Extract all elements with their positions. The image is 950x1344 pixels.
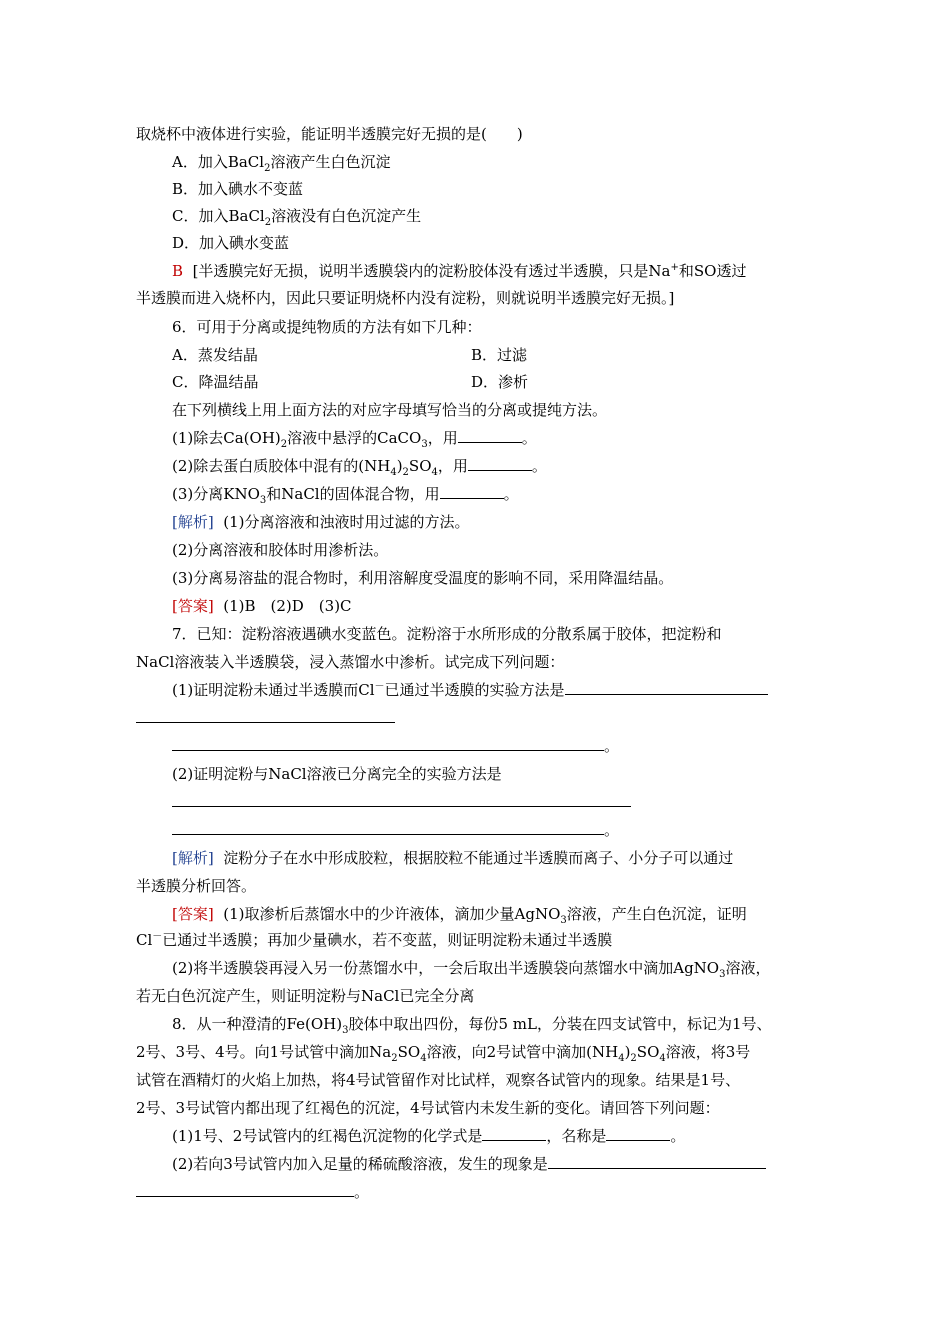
q7-stem1: 7．已知：淀粉溶液遇碘水变蓝色。淀粉溶于水所形成的分散系属于胶体，把淀粉和 <box>172 625 722 643</box>
blank-field[interactable] <box>172 820 604 835</box>
q6-sub2: (2)除去蛋白质胶体中混有的$(NH_4)_2SO_4$，用 。 <box>172 457 547 478</box>
q8-part2: (2)若向3号试管内加入足量的稀硫酸溶液，发生的现象是 <box>172 1153 766 1175</box>
analysis-tag: [解析] <box>172 513 214 531</box>
q5-answer-line2: 半透膜而进入烧杯内，因此只要证明烧杯内没有淀粉，则就说明半透膜完好无损。] <box>136 289 675 307</box>
blank-field[interactable] <box>136 1182 354 1197</box>
q5-answer-letter: B <box>172 262 184 280</box>
blank-field[interactable] <box>482 1126 546 1141</box>
q6-sub1: (1)除去$Ca(OH)_2$溶液中悬浮的CaCO$_3$，用 。 <box>172 429 537 450</box>
q8-line3: 试管在酒精灯的火焰上加热，将4号试管留作对比试样，观察各试管内的现象。结果是1号、 <box>136 1071 741 1089</box>
analysis-tag: [解析] <box>172 849 214 867</box>
q7-answer2: Cl－已通过半透膜；再加少量碘水，若不变蓝，则证明淀粉未通过半透膜 <box>136 931 613 949</box>
q7-part1: (1)证明淀粉未通过半透膜而Cl－已通过半透膜的实验方法是 <box>172 679 768 701</box>
blank-field[interactable] <box>136 708 395 723</box>
q5-option-b: B．加入碘水不变蓝 <box>172 180 304 198</box>
q6-instruction: 在下列横线上用上面方法的对应字母填写恰当的分离或提纯方法。 <box>172 401 608 419</box>
blank-field[interactable] <box>565 680 768 695</box>
q6-answer: [答案] (1)B (2)D (3)C <box>172 597 352 615</box>
q7-part2: (2)证明淀粉与NaCl溶液已分离完全的实验方法是 <box>172 765 502 783</box>
q8-part1: (1)1号、2号试管内的红褐色沉淀物的化学式是 ，名称是 。 <box>172 1127 686 1145</box>
answer-tag: [答案] <box>172 597 214 615</box>
q7-part2-blank1 <box>172 791 631 813</box>
q8-line1: 8．从一种澄清的$Fe(OH)_3$胶体中取出四份，每份5 mL，分装在四支试管中，标记为1号、 <box>172 1015 772 1036</box>
blank-field[interactable] <box>606 1126 670 1141</box>
blank-field[interactable] <box>468 456 532 471</box>
q5-option-a: A．加入BaCl$_2$溶液产生白色沉淀 <box>172 153 391 174</box>
q7-analysis2: 半透膜分析回答。 <box>136 877 257 895</box>
q7-answer3: (2)将半透膜袋再浸入另一份蒸馏水中，一会后取出半透膜袋向蒸馏水中滴加AgNO$_3$溶液， <box>172 959 771 980</box>
q7-analysis1: [解析] 淀粉分子在水中形成胶粒，根据胶粒不能通过半透膜而离子、小分子可以通过 <box>172 849 734 867</box>
q6-analysis1: [解析] (1)分离溶液和浊液时用过滤的方法。 <box>172 513 470 531</box>
blank-field[interactable] <box>172 792 631 807</box>
q5-option-c: C．加入BaCl$_2$溶液没有白色沉淀产生 <box>172 207 422 228</box>
q5-answer-line1: B [半透膜完好无损，说明半透膜袋内的淀粉胶体没有透过半透膜，只是Na+和SO透过 <box>172 262 747 280</box>
q7-part1-blank3: 。 <box>172 735 619 757</box>
q6-option-b: B．过滤 <box>471 346 528 364</box>
q6-analysis2: (2)分离溶液和胶体时用渗析法。 <box>172 541 389 559</box>
q6-stem: 6．可用于分离或提纯物质的方法有如下几种： <box>172 318 482 336</box>
q5-stem: 取烧杯中液体进行实验，能证明半透膜完好无损的是( ) <box>136 125 523 143</box>
q6-sub3: (3)分离$KNO_3$和NaCl的固体混合物，用 。 <box>172 485 519 506</box>
q6-option-a: A．蒸发结晶 <box>172 346 258 364</box>
q7-part2-blank2: 。 <box>172 819 619 841</box>
q8-line4: 2号、3号试管内都出现了红褐色的沉淀，4号试管内未发生新的变化。请回答下列问题： <box>136 1099 720 1117</box>
answer-tag: [答案] <box>172 905 214 923</box>
q7-part1-blank2 <box>136 707 395 729</box>
q5-option-d: D．加入碘水变蓝 <box>172 234 290 252</box>
q8-line2: 2号、3号、4号。向1号试管中滴加$Na_2SO_4$溶液，向2号试管中滴加$(NH_4)_2SO_4$溶液，将3号 <box>136 1043 751 1064</box>
q7-answer4: 若无白色沉淀产生，则证明淀粉与NaCl已完全分离 <box>136 987 475 1005</box>
q7-stem2: NaCl溶液装入半透膜袋，浸入蒸馏水中渗析。试完成下列问题： <box>136 653 565 671</box>
blank-field[interactable] <box>440 484 504 499</box>
blank-field[interactable] <box>172 736 604 751</box>
q6-option-d: D．渗析 <box>471 373 529 391</box>
blank-field[interactable] <box>548 1154 766 1169</box>
q6-analysis3: (3)分离易溶盐的混合物时，利用溶解度受温度的影响不同，采用降温结晶。 <box>172 569 674 587</box>
q6-option-c: C．降温结晶 <box>172 373 259 391</box>
q8-part2-blank2: 。 <box>136 1181 369 1203</box>
q7-answer1: [答案] (1)取渗析后蒸馏水中的少许液体，滴加少量AgNO$_3$溶液，产生白色沉淀，证明 <box>172 905 747 926</box>
blank-field[interactable] <box>458 428 522 443</box>
